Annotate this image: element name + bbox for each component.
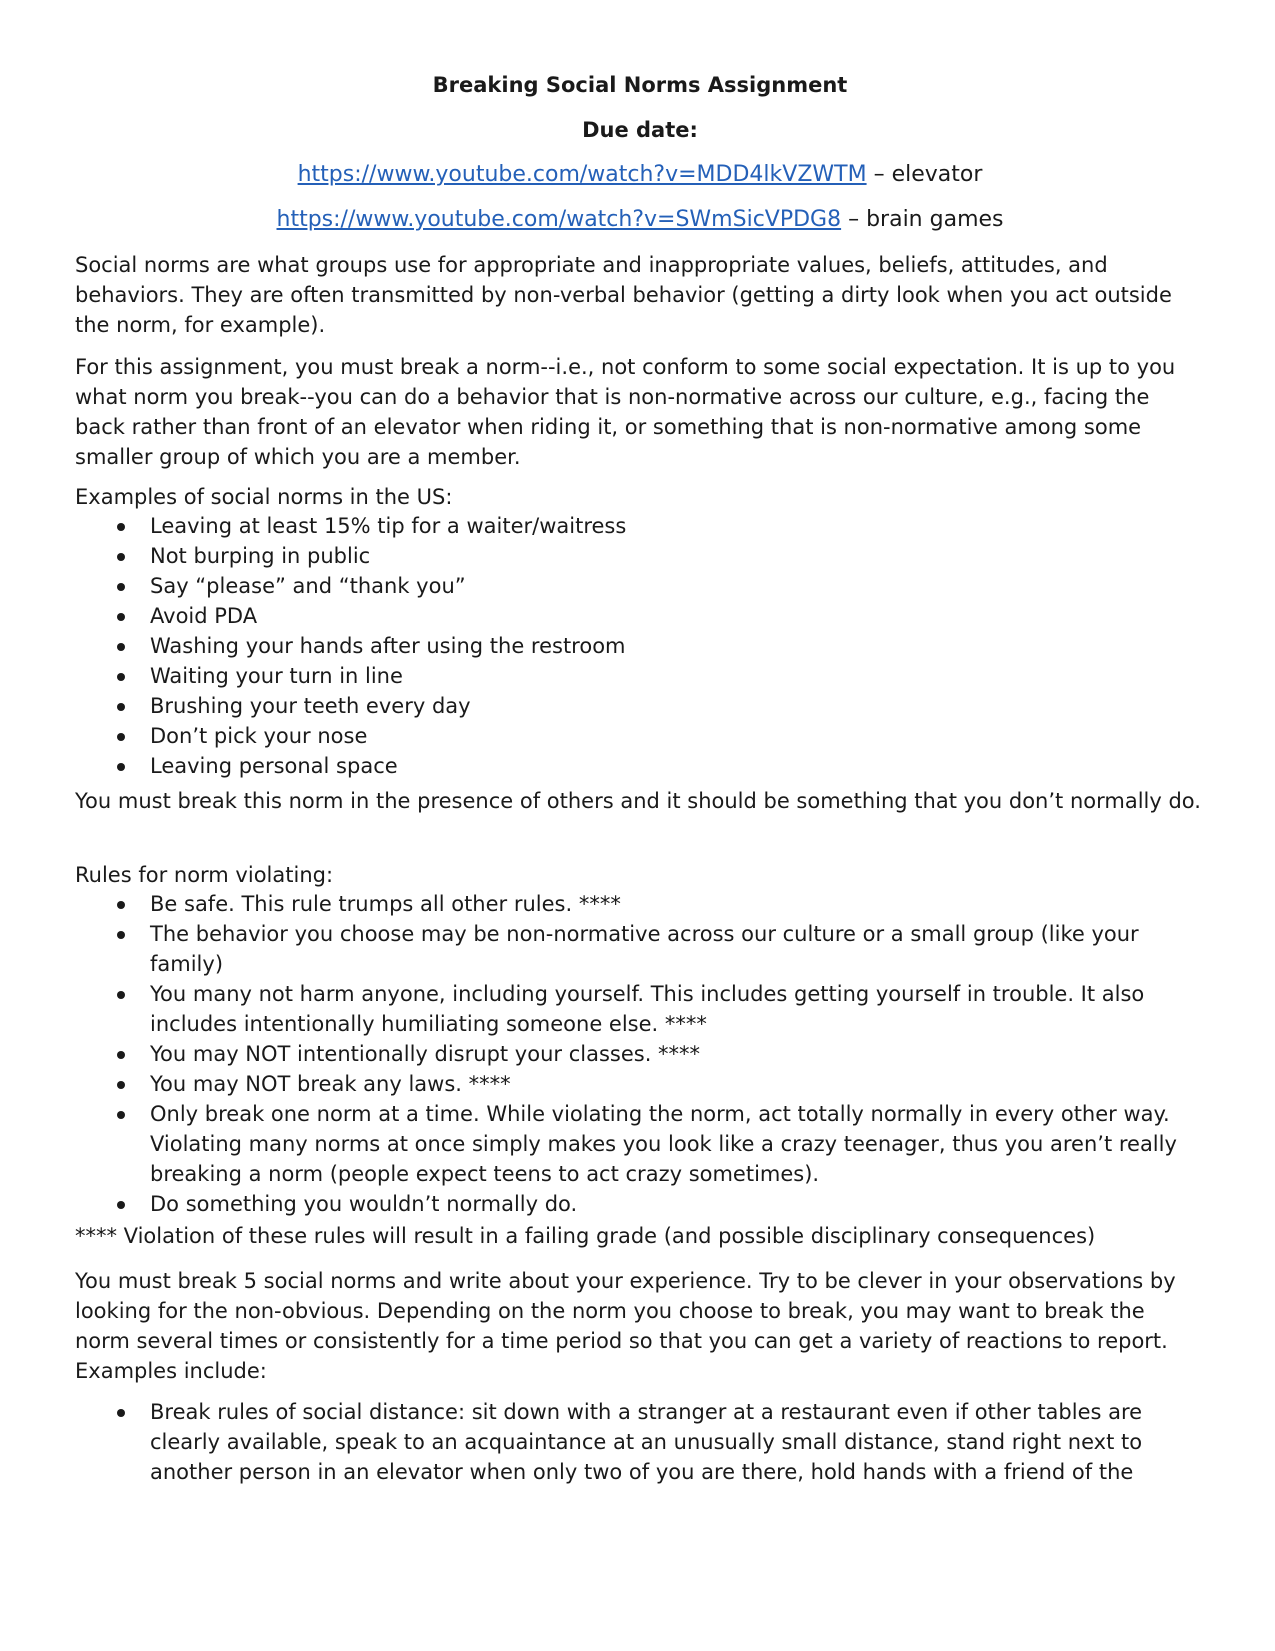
link-description: – brain games — [841, 207, 1004, 232]
assignment-paragraph: For this assignment, you must break a norm--i.e., not conform to some social expectation. It is up to you what norm you break--you can do a behavior that is non-normative across our culture, e.g., facing the back rather than front of an elevator when riding it, or something that is non-normative among some smaller group of which you are a member. — [75, 355, 1176, 469]
bullet-icon — [117, 1201, 125, 1209]
intro-paragraph: Social norms are what groups use for appropriate and inappropriate values, beliefs, attitudes, and behaviors. They are often transmitted by non-verbal behavior (getting a dirty look when you act outside the norm, for example). — [75, 253, 1172, 337]
violation-note: **** Violation of these rules will result in a failing grade (and possible disciplinary consequences) — [75, 1224, 1096, 1248]
list-item: Don’t pick your nose — [75, 721, 1205, 751]
list-item: Leaving at least 15% tip for a waiter/waitress — [75, 511, 1205, 541]
bullet-icon — [117, 643, 125, 651]
video-link-line-2 — [75, 206, 1205, 234]
presence-paragraph: You must break this norm in the presence of others and it should be something that you don’t normally do. — [75, 789, 1201, 813]
list-item: Washing your hands after using the restroom — [75, 631, 1205, 661]
bullet-icon — [117, 523, 125, 531]
bullet-icon — [117, 613, 125, 621]
list-item: Not burping in public — [75, 541, 1205, 571]
bullet-icon — [117, 931, 125, 939]
bullet-icon — [117, 763, 125, 771]
list-item: Say “please” and “thank you” — [75, 571, 1205, 601]
bullet-icon — [117, 901, 125, 909]
elevator-video-link[interactable]: https://www.youtube.com/watch?v=MDD4lkVZWTM — [297, 162, 867, 187]
list-item: You may NOT break any laws. **** — [75, 1069, 1205, 1099]
rules-heading: Rules for norm violating: — [75, 863, 334, 887]
list-item: Leaving personal space — [75, 751, 1205, 781]
list-item: You many not harm anyone, including yourself. This includes getting yourself in trouble. It also includes intentionally humiliating someone else. **** — [75, 979, 1205, 1039]
list-item: Brushing your teeth every day — [75, 691, 1205, 721]
brain-games-video-link[interactable]: https://www.youtube.com/watch?v=SWmSicVPDG8 — [276, 207, 842, 232]
examples-list — [75, 511, 1205, 781]
bullet-icon — [117, 703, 125, 711]
bullet-icon — [117, 733, 125, 741]
link-description: – elevator — [866, 162, 983, 187]
list-item: Avoid PDA — [75, 601, 1205, 631]
list-item: Do something you wouldn’t normally do. — [75, 1189, 1205, 1219]
bullet-icon — [117, 1051, 125, 1059]
bullet-icon — [117, 553, 125, 561]
video-link-line-1 — [75, 161, 1205, 189]
list-item: Only break one norm at a time. While violating the norm, act totally normally in every other way. Violating many norms at once simply makes you look like a crazy teenager, thus you aren’t really breaking a norm (people expect teens to act crazy sometimes). — [75, 1099, 1205, 1189]
list-item: You may NOT intentionally disrupt your classes. **** — [75, 1039, 1205, 1069]
list-item: Be safe. This rule trumps all other rules. **** — [75, 889, 1205, 919]
bullet-icon — [117, 1111, 125, 1119]
document-title: Breaking Social Norms Assignment — [432, 73, 848, 97]
list-item: Waiting your turn in line — [75, 661, 1205, 691]
bullet-icon — [117, 1081, 125, 1089]
task-examples-list — [75, 1397, 1205, 1487]
examples-heading: Examples of social norms in the US: — [75, 485, 453, 509]
bullet-icon — [117, 583, 125, 591]
rules-list — [75, 889, 1205, 1219]
bullet-icon — [117, 673, 125, 681]
due-date-label: Due date: — [582, 118, 698, 142]
list-item: Break rules of social distance: sit down with a stranger at a restaurant even if other tables are clearly available, speak to an acquaintance at an unusually small distance, stand right next to another person in an elevator when only two of you are there, hold hands with a friend of the — [75, 1397, 1205, 1487]
task-paragraph: You must break 5 social norms and write about your experience. Try to be clever in your observations by looking for the non-obvious. Depending on the norm you choose to break, you may want to break the norm several times or consistently for a time period so that you can get a variety of reactions to report. Examples include: — [75, 1269, 1176, 1383]
bullet-icon — [117, 991, 125, 999]
list-item: The behavior you choose may be non-normative across our culture or a small group (like your family) — [75, 919, 1205, 979]
bullet-icon — [117, 1409, 125, 1417]
